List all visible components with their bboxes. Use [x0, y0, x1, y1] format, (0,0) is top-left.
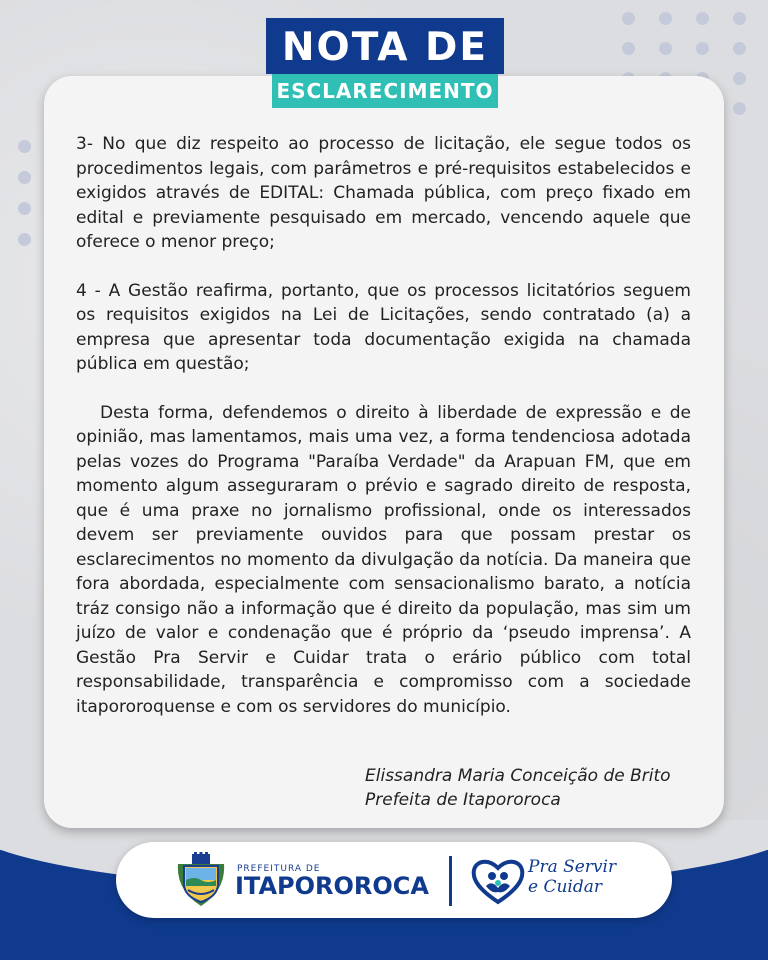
slogan [528, 857, 616, 897]
family-heart-icon [470, 856, 526, 906]
footer-logos [116, 842, 672, 918]
prefeitura-label: PREFEITURA DE [237, 864, 321, 874]
slogan-line-1: Pra Servir [528, 857, 617, 877]
decorative-dots-left [18, 140, 31, 246]
note-body [76, 132, 691, 743]
municipal-crest-icon [172, 850, 230, 910]
slogan-line-2: e Cuidar [528, 877, 603, 897]
note-card [44, 76, 724, 828]
paragraph-conclusion: Desta forma, defendemos o direito à liberdade de expressão e de opinião, mas lamentamos, mais uma vez, a forma tendenciosa adotada pelas vozes do Programa "Paraíba Verdade" da Arapuan FM, que em momento algum asseguraram o prévio e sagrado direito de resposta, que é uma praxe no jornalismo profissional, onde os interessados devem ser previamente ouvidos para que possam prestar os esclarecimentos no momento da divulgação da notícia. Da maneira que fora abordada, especialmente com sensacionalismo barato, a notícia tráz consigo não a informação que é direito da população, mas sim um juízo de valor e condenação que é próprio da ‘pseudo imprensa’. A Gestão Pra Servir e Cuidar trata o erário público com total responsabilidade, transparência e compromisso com a sociedade itapororoquense e com os servidores do município. [76, 402, 691, 717]
paragraph-4: 4 - A Gestão reafirma, portanto, que os processos licitatórios seguem os requisitos exigidos na Lei de Licitações, sendo contratado (a) a empresa que apresentar toda documentação exigida na chamada pública em questão; [76, 280, 691, 374]
page-subtitle: ESCLARECIMENTO [272, 74, 498, 108]
title-block [266, 18, 504, 108]
city-name: ITAPOROROCA [235, 872, 429, 900]
page-title: NOTA DE [266, 18, 504, 74]
paragraph-3: 3- No que diz respeito ao processo de licitação, ele segue todos os procedimentos legais, com parâmetros e pré-requisitos estabelecidos e exigidos através de EDITAL: Chamada pública, com preço fixado em edital e previamente pesquisado em mercado, vencendo aquele que oferece o menor preço; [76, 134, 691, 252]
signature-name: Elissandra Maria Conceição de Brito [365, 766, 671, 786]
signature-role: Prefeita de Itapororoca [365, 790, 561, 810]
signature-block [365, 764, 671, 812]
footer-divider [449, 856, 452, 906]
